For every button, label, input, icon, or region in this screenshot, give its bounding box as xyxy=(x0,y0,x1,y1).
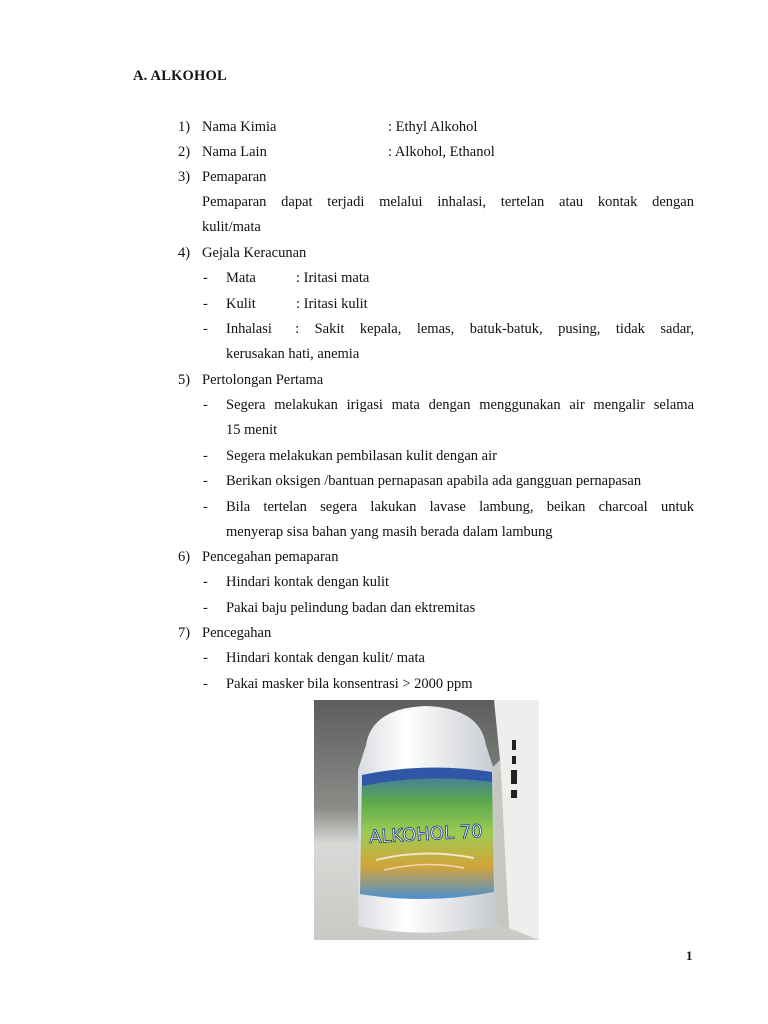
bullet-dash: - xyxy=(203,321,208,337)
bottle-label-text: ALKOHOL 70 xyxy=(368,821,484,848)
section-heading: A. ALKOHOL xyxy=(133,68,227,84)
item-number: 4) xyxy=(178,245,191,261)
bullet-dash: - xyxy=(203,448,208,464)
bullet-text: Hindari kontak dengan kulit/ mata xyxy=(226,650,425,666)
symptom-line-cont: kerusakan hati, anemia xyxy=(226,346,360,362)
item-number: 3) xyxy=(178,169,191,185)
bullet-text: Pakai masker bila konsentrasi > 2000 ppm xyxy=(226,676,473,692)
page-number: 1 xyxy=(686,948,693,963)
item-label: Pencegahan pemaparan xyxy=(202,549,339,565)
bullet-dash: - xyxy=(203,600,208,616)
item-number: 5) xyxy=(178,372,191,388)
bullet-text: Segera melakukan irigasi mata dengan menggunakan air mengalir selama xyxy=(226,397,694,413)
item-label: Pencegahan xyxy=(202,625,272,641)
bullet-text-cont: menyerap sisa bahan yang masih berada dalam lambung xyxy=(226,524,553,540)
alcohol-bottle-photo xyxy=(314,700,539,940)
item-number: 1) xyxy=(178,119,191,135)
item-label: Pemaparan xyxy=(202,169,267,185)
item-value: : Alkohol, Ethanol xyxy=(388,144,495,160)
bullet-text: Pakai baju pelindung badan dan ektremitas xyxy=(226,600,476,616)
item-number: 6) xyxy=(178,549,191,565)
item-label: Pertolongan Pertama xyxy=(202,372,324,388)
bullet-dash: - xyxy=(203,650,208,666)
item-label: Gejala Keracunan xyxy=(202,245,307,261)
item-paragraph: Pemaparan dapat terjadi melalui inhalasi, tertelan atau kontak dengan xyxy=(202,194,694,210)
symptom-desc: : Iritasi mata xyxy=(296,270,370,286)
bullet-text: Hindari kontak dengan kulit xyxy=(226,574,390,590)
bullet-text-cont: 15 menit xyxy=(226,422,278,438)
bullet-dash: - xyxy=(203,473,208,489)
item-paragraph-cont: kulit/mata xyxy=(202,219,261,235)
symptom-desc: : Iritasi kulit xyxy=(296,296,368,312)
bullet-text: Berikan oksigen /bantuan pernapasan apabila ada gangguan pernapasan xyxy=(226,473,642,489)
item-number: 7) xyxy=(178,625,191,641)
item-value: : Ethyl Alkohol xyxy=(388,119,478,135)
bullet-dash: - xyxy=(203,270,208,286)
bullet-dash: - xyxy=(203,296,208,312)
item-label: Nama Lain xyxy=(202,144,267,160)
bullet-text: Segera melakukan pembilasan kulit dengan air xyxy=(226,448,497,464)
bullet-dash: - xyxy=(203,676,208,692)
bullet-dash: - xyxy=(203,499,208,515)
bullet-dash: - xyxy=(203,397,208,413)
item-number: 2) xyxy=(178,144,191,160)
item-label: Nama Kimia xyxy=(202,119,277,135)
symptom-term: Mata xyxy=(226,270,256,286)
symptom-line: Inhalasi : Sakit kepala, lemas, batuk-batuk, pusing, tidak sadar, xyxy=(226,321,694,337)
bullet-text: Bila tertelan segera lakukan lavase lambung, beikan charcoal untuk xyxy=(226,499,694,515)
symptom-term: Kulit xyxy=(226,296,256,312)
bullet-dash: - xyxy=(203,574,208,590)
